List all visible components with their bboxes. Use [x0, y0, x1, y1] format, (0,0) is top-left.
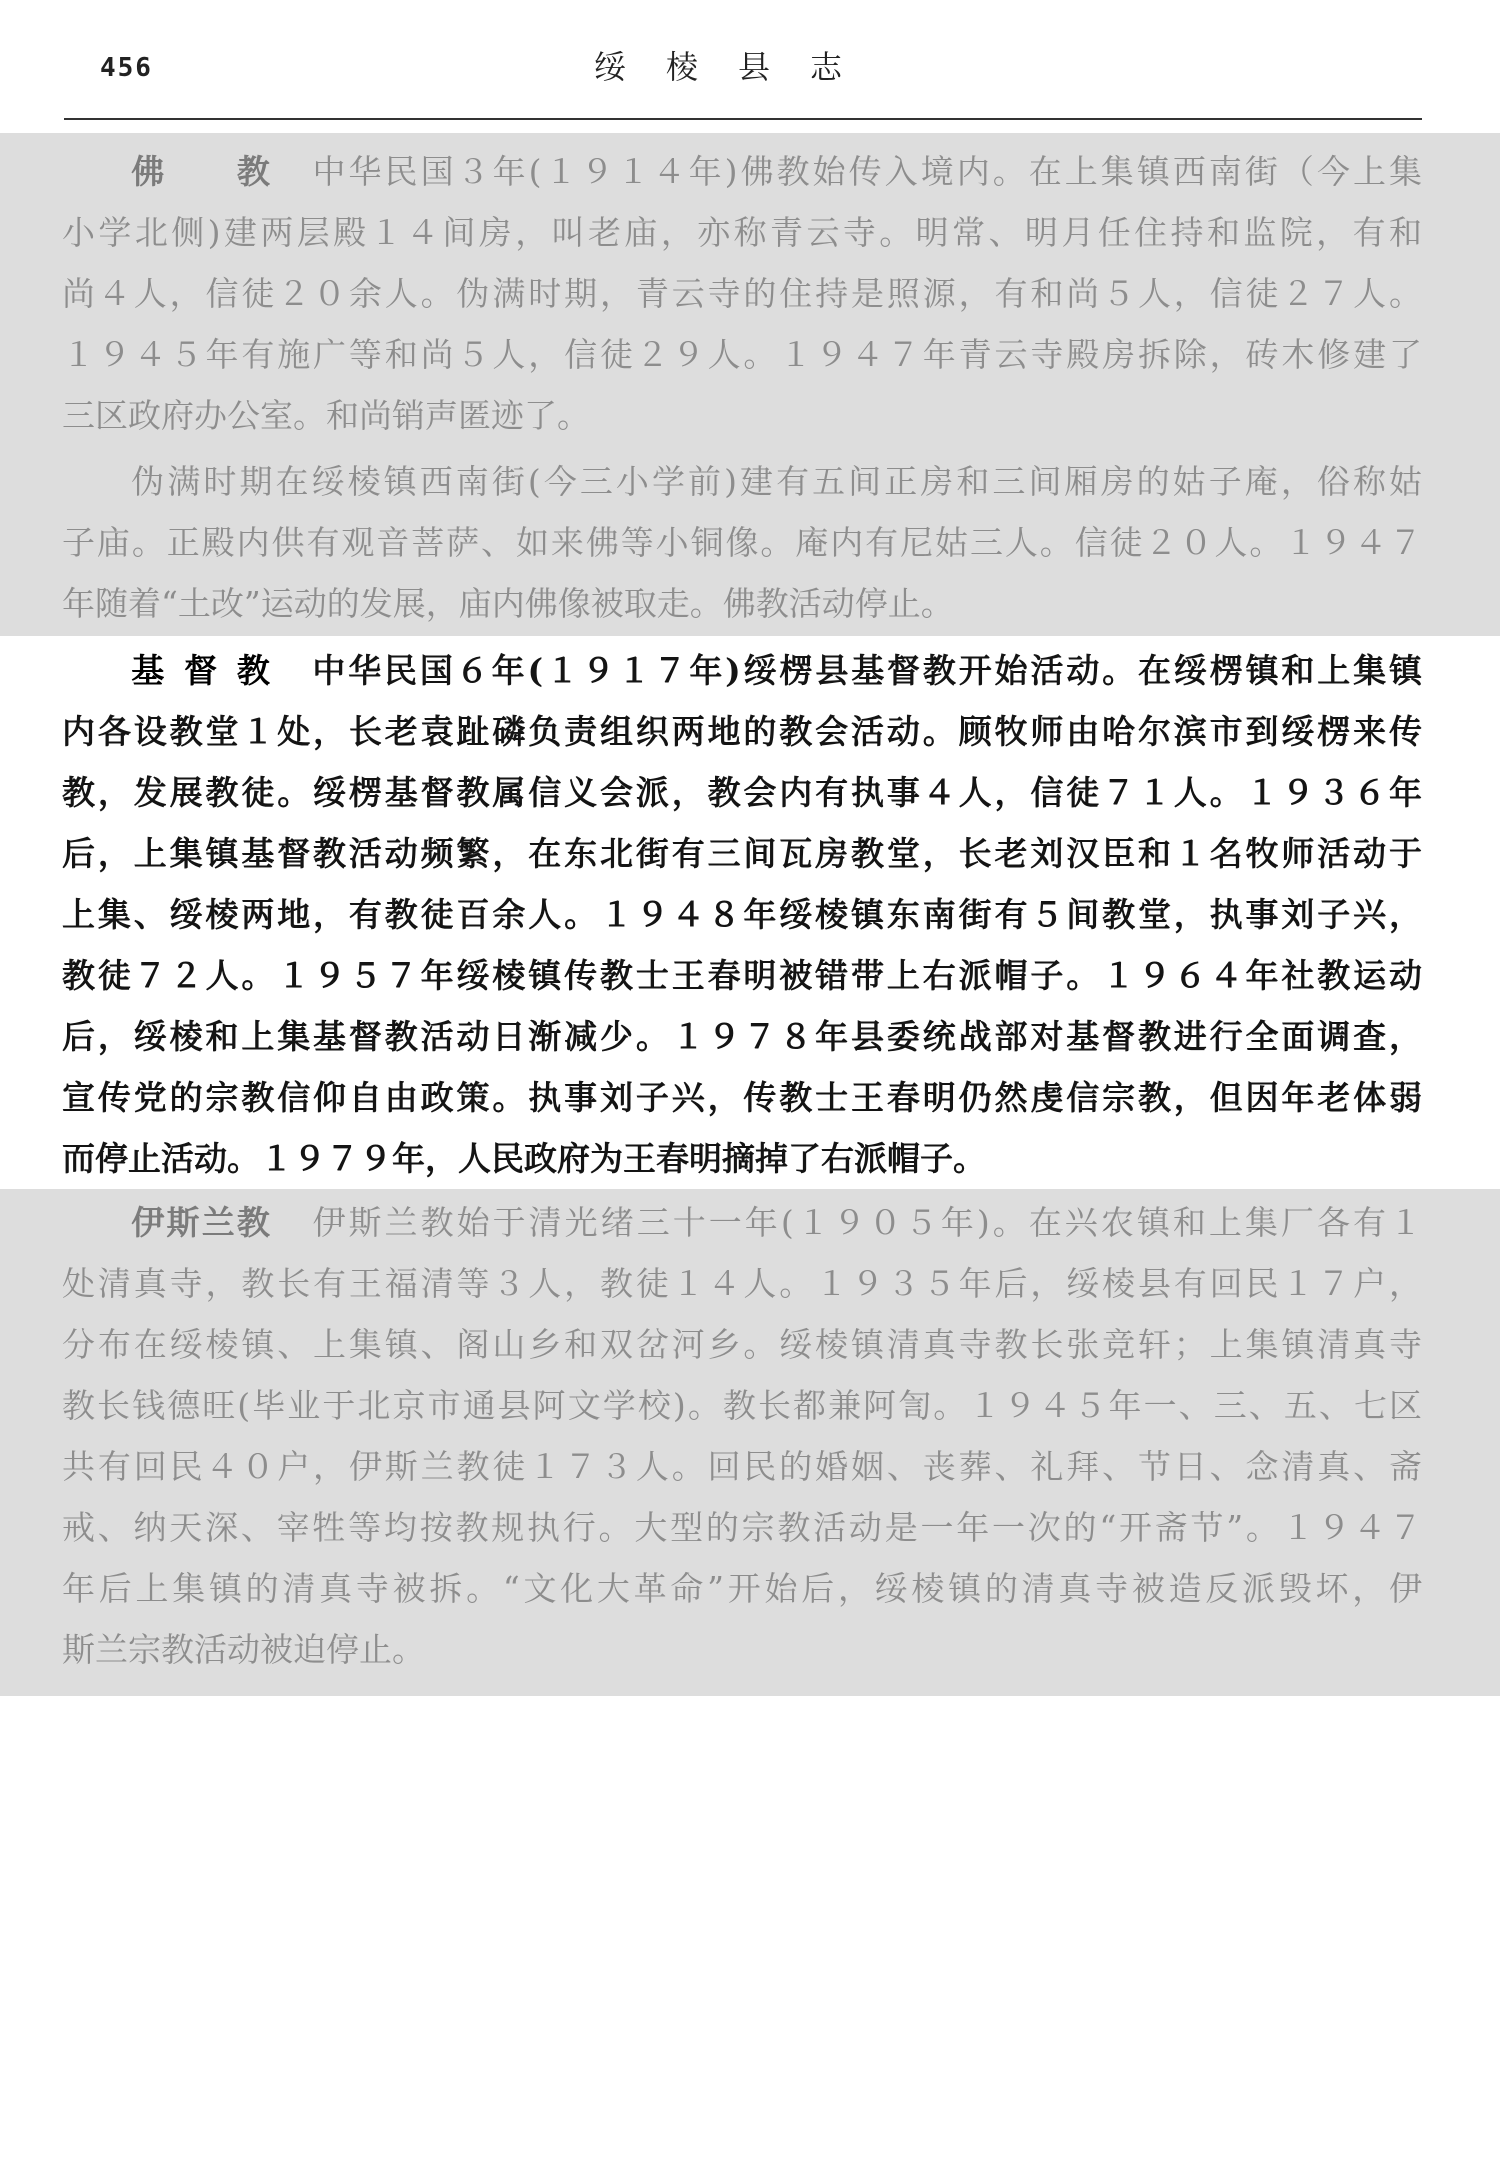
header-rule — [64, 118, 1422, 120]
section-label: 佛教 — [131, 152, 270, 191]
text-line: 共有回民４０户，伊斯兰教徒１７３人。回民的婚姻、丧葬、礼拜、节日、念清真、斋 — [62, 1447, 1422, 1486]
text-line: 三区政府办公室。和尚销声匿迹了。 — [62, 396, 590, 435]
section-label: 基督教 — [131, 651, 270, 690]
section-islam — [0, 1189, 1500, 1696]
page-title: 绥棱县志 — [594, 48, 883, 86]
text-line: 教，发展教徒。绥楞基督教属信义会派，教会内有执事４人，信徒７１人。１９３６年 — [62, 773, 1422, 812]
text-line — [62, 1192, 1422, 1253]
text-line: 教长钱德旺(毕业于北京市通县阿文学校)。教长都兼阿訇。１９４５年一、三、五、七区 — [62, 1386, 1422, 1425]
text-line: 后，上集镇基督教活动频繁，在东北街有三间瓦房教堂，长老刘汉臣和１名牧师活动于 — [62, 834, 1422, 873]
text-line: 年随着“土改”运动的发展，庙内佛像被取走。佛教活动停止。 — [62, 584, 954, 623]
text-line-content: 中华民国３年(１９１４年)佛教始传入境内。在上集镇西南街（今上集 — [309, 152, 1422, 191]
text-line: 斯兰宗教活动被迫停止。 — [62, 1630, 425, 1669]
paragraph — [62, 141, 1422, 446]
text-line: 处清真寺，教长有王福清等３人，教徒１４人。１９３５年后，绥棱县有回民１７户， — [62, 1264, 1422, 1303]
page-body — [0, 133, 1500, 1696]
text-line — [62, 141, 1422, 202]
text-line: 分布在绥棱镇、上集镇、阁山乡和双岔河乡。绥棱镇清真寺教长张竞轩；上集镇清真寺 — [62, 1325, 1422, 1364]
paragraph — [62, 1192, 1422, 1680]
text-line: 宣传党的宗教信仰自由政策。执事刘子兴，传教士王春明仍然虔信宗教，但因年老体弱 — [62, 1078, 1422, 1117]
paragraph — [62, 451, 1422, 634]
text-line: 小学北侧)建两层殿１４间房，叫老庙，亦称青云寺。明常、明月任住持和监院，有和 — [62, 213, 1422, 252]
section-buddhism — [0, 133, 1500, 636]
text-line-content: 中华民国６年(１９１７年)绥楞县基督教开始活动。在绥楞镇和上集镇 — [309, 651, 1422, 690]
paragraph — [62, 640, 1422, 1189]
text-line: 年后上集镇的清真寺被拆。“文化大革命”开始后，绥棱镇的清真寺被造反派毁坏，伊 — [62, 1569, 1422, 1608]
text-line: 内各设教堂１处，长老袁趾磷负责组织两地的教会活动。顾牧师由哈尔滨市到绥楞来传 — [62, 712, 1422, 751]
text-line: １９４５年有施广等和尚５人，信徒２９人。１９４７年青云寺殿房拆除，砖木修建了 — [62, 335, 1422, 374]
text-line-content: 伊斯兰教始于清光绪三十一年(１９０５年)。在兴农镇和上集厂各有１ — [309, 1203, 1422, 1242]
text-line: 戒、纳天深、宰牲等均按教规执行。大型的宗教活动是一年一次的“开斋节”。１９４７ — [62, 1508, 1422, 1547]
text-line — [62, 640, 1422, 701]
text-line: 子庙。正殿内供有观音菩萨、如来佛等小铜像。庵内有尼姑三人。信徒２０人。１９４７ — [62, 523, 1422, 562]
text-line: 而停止活动。１９７９年，人民政府为王春明摘掉了右派帽子。 — [62, 1139, 986, 1178]
text-line: 教徒７２人。１９５７年绥棱镇传教士王春明被错带上右派帽子。１９６４年社教运动 — [62, 956, 1422, 995]
text-line: 伪满时期在绥棱镇西南街(今三小学前)建有五间正房和三间厢房的姑子庵，俗称姑 — [131, 462, 1422, 501]
text-line: 上集、绥棱两地，有教徒百余人。１９４８年绥棱镇东南街有５间教堂，执事刘子兴， — [62, 895, 1422, 934]
text-line: 尚４人，信徒２０余人。伪满时期，青云寺的住持是照源，有和尚５人，信徒２７人。 — [62, 274, 1422, 313]
text-line: 后，绥棱和上集基督教活动日渐减少。１９７８年县委统战部对基督教进行全面调查， — [62, 1017, 1422, 1056]
section-christianity — [0, 636, 1500, 1189]
section-label: 伊斯兰教 — [131, 1203, 270, 1242]
page-number: 456 — [100, 53, 153, 83]
